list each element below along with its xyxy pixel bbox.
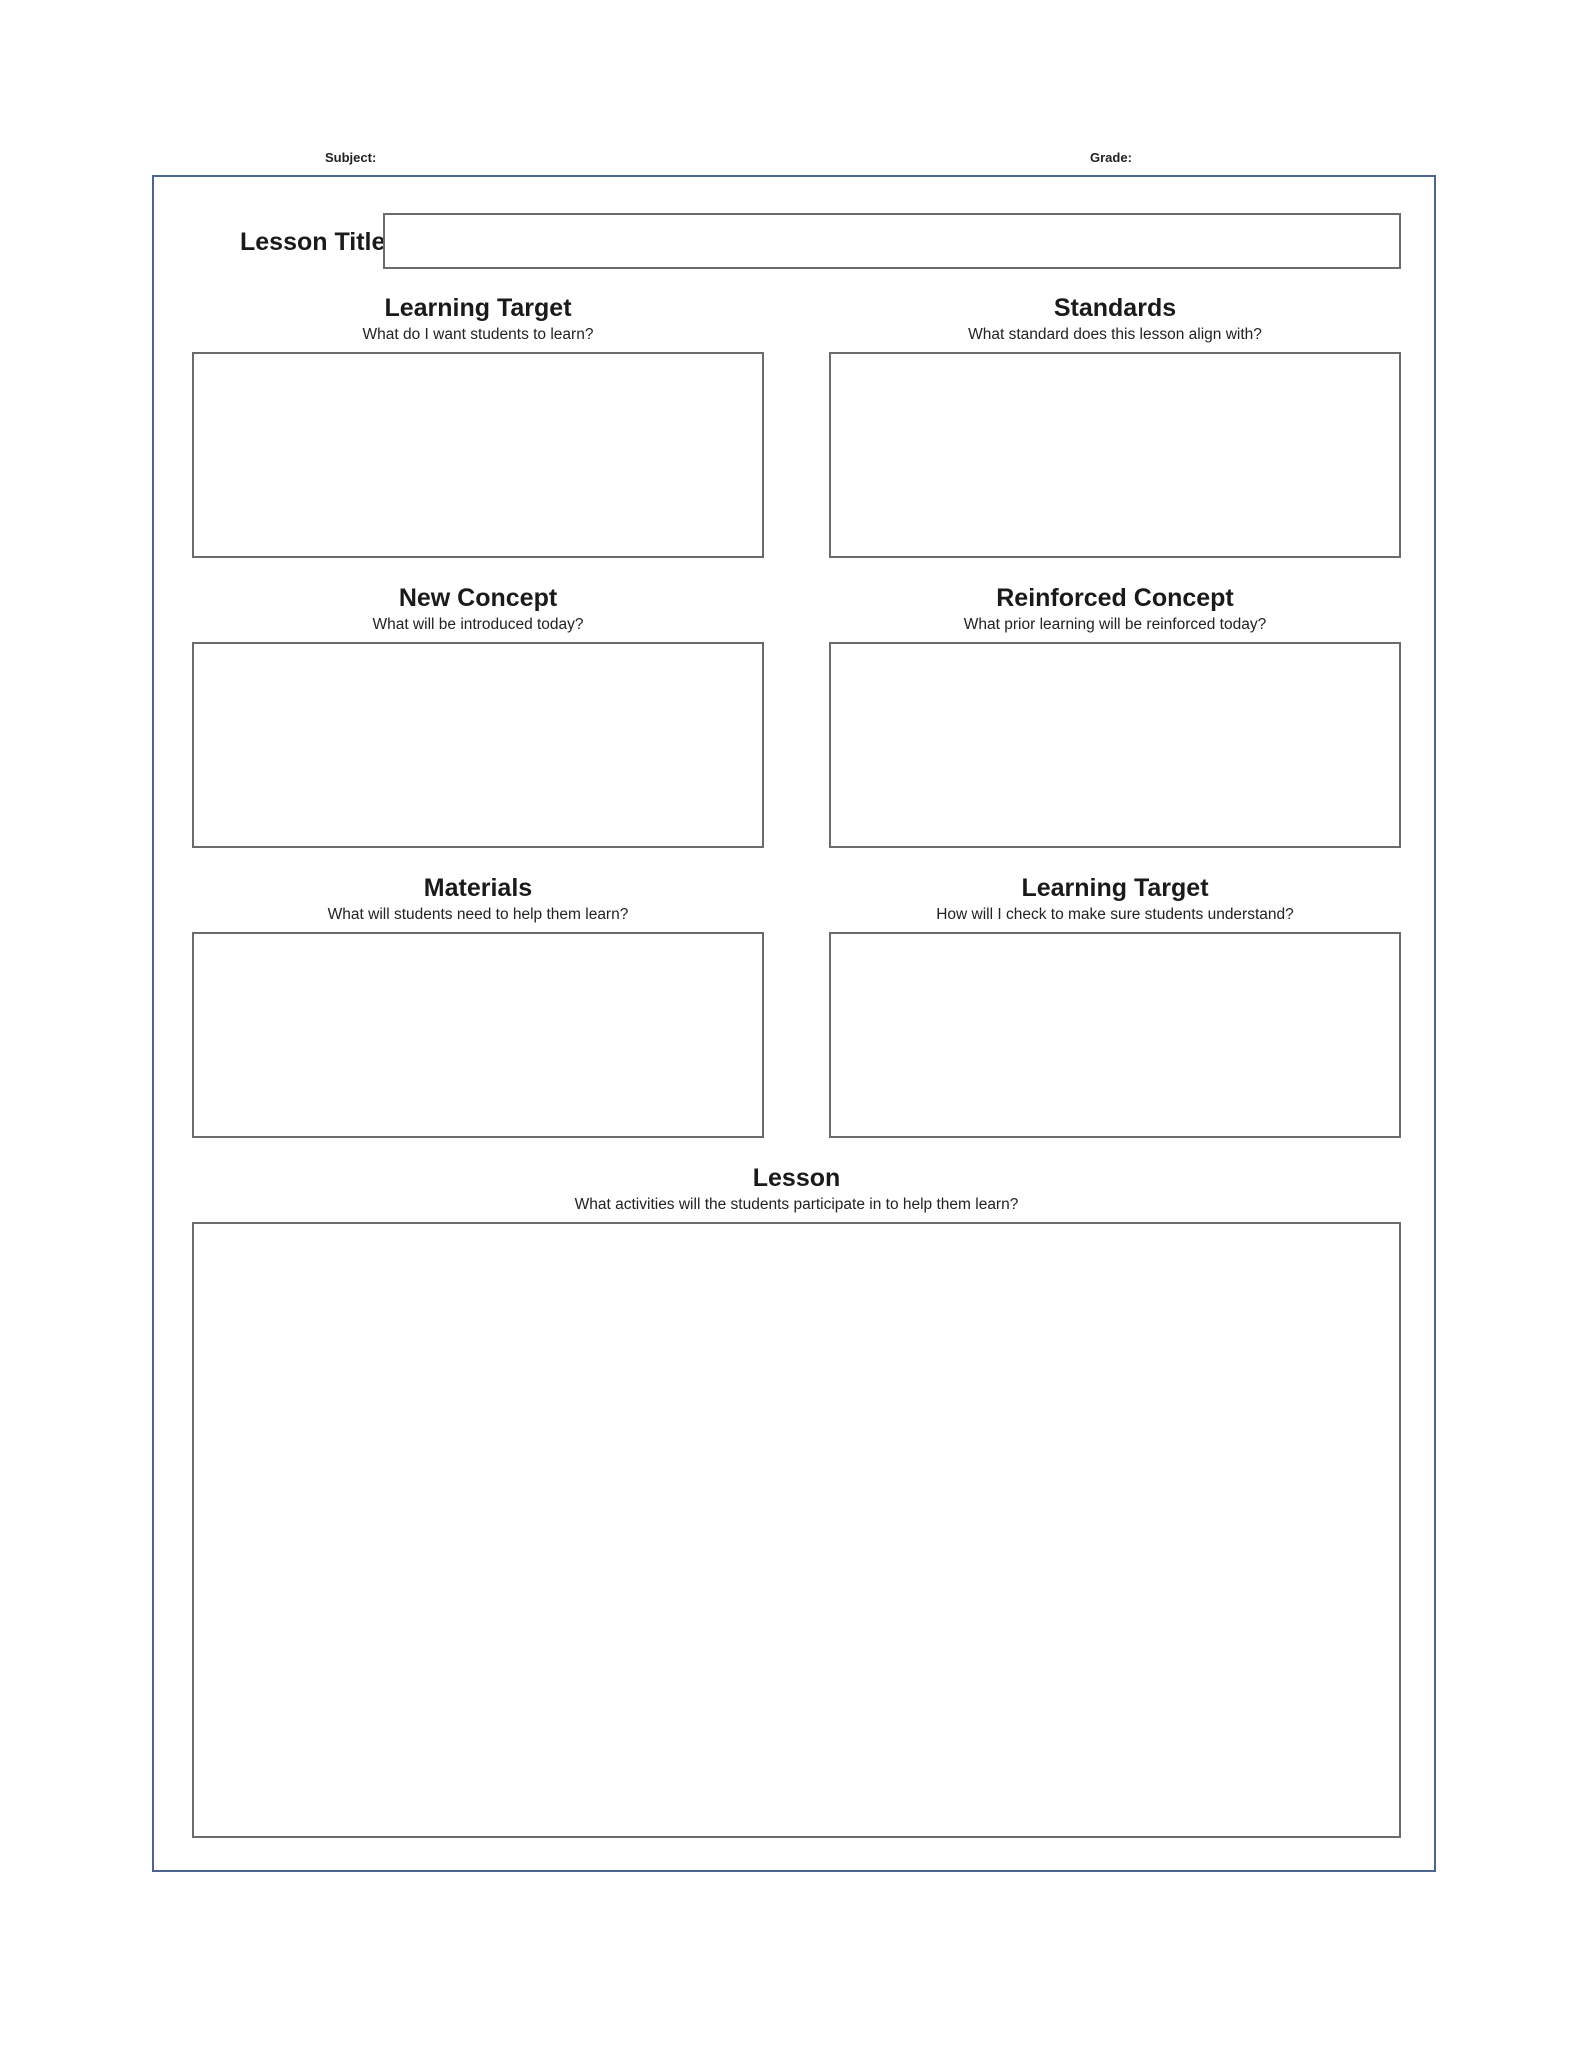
learning-target-box[interactable] [192, 352, 764, 558]
new-concept-box[interactable] [192, 642, 764, 848]
standards-heading: Standards [1053, 294, 1177, 322]
new-concept-prompt: What will be introduced today? [372, 616, 584, 633]
learning-target-heading: Learning Target [384, 294, 572, 322]
learning-target-prompt: What do I want students to learn? [362, 326, 594, 343]
reinforced-concept-prompt: What prior learning will be reinforced today? [963, 616, 1267, 633]
assessment-box[interactable] [829, 932, 1401, 1138]
reinforced-concept-heading: Reinforced Concept [996, 584, 1234, 612]
reinforced-concept-box[interactable] [829, 642, 1401, 848]
subject-label: Subject: [325, 150, 377, 165]
lesson-heading: Lesson [752, 1164, 841, 1192]
materials-prompt: What will students need to help them learn? [327, 906, 629, 923]
grade-label: Grade: [1090, 150, 1132, 165]
standards-prompt: What standard does this lesson align with? [968, 326, 1262, 343]
lesson-title-label: Lesson Title [240, 228, 386, 256]
lesson-title-field[interactable] [383, 213, 1401, 269]
assessment-heading: Learning Target [1021, 874, 1209, 902]
lesson-box[interactable] [192, 1222, 1401, 1838]
materials-box[interactable] [192, 932, 764, 1138]
standards-box[interactable] [829, 352, 1401, 558]
lesson-prompt: What activities will the students participate in to help them learn? [574, 1196, 1019, 1213]
assessment-prompt: How will I check to make sure students understand? [936, 906, 1294, 923]
new-concept-heading: New Concept [398, 584, 558, 612]
materials-heading: Materials [423, 874, 533, 902]
